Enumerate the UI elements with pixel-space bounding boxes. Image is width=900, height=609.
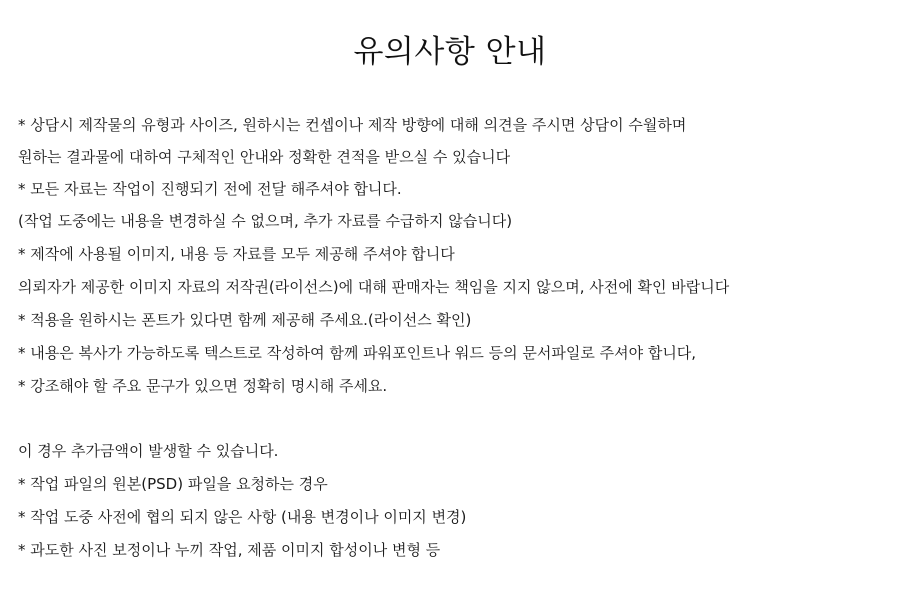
notice-line: * 상담시 제작물의 유형과 사이즈, 원하시는 컨셉이나 제작 방향에 대해 의견을 주시면 상담이 수월하며 [18,116,687,134]
notice-line: * 강조해야 할 주요 문구가 있으면 정확히 명시해 주세요. [18,377,388,395]
notice-line: * 적용을 원하시는 폰트가 있다면 함께 제공해 주세요.(라이선스 확인) [18,311,472,329]
notice-line: 의뢰자가 제공한 이미지 자료의 저작권(라이선스)에 대해 판매자는 책임을 지지 않으며, 사전에 확인 바랍니다 [18,278,730,296]
page-title: 유의사항 안내 [353,34,547,70]
extra-fee-heading: 이 경우 추가금액이 발생할 수 있습니다. [18,442,279,460]
notice-line: (작업 도중에는 내용을 변경하실 수 없으며, 추가 자료를 수급하지 않습니다) [18,212,513,230]
notice-line: * 모든 자료는 작업이 진행되기 전에 전달 해주셔야 합니다. [18,180,402,198]
notice-line: * 작업 도중 사전에 협의 되지 않은 사항 (내용 변경이나 이미지 변경) [18,508,467,526]
notice-line: * 제작에 사용될 이미지, 내용 등 자료를 모두 제공해 주셔야 합니다 [18,245,455,263]
notice-line: * 작업 파일의 원본(PSD) 파일을 요청하는 경우 [18,475,328,493]
notice-line: * 과도한 사진 보정이나 누끼 작업, 제품 이미지 합성이나 변형 등 [18,541,441,559]
notice-line: * 내용은 복사가 가능하도록 텍스트로 작성하여 함께 파워포인트나 워드 등의 문서파일로 주셔야 합니다, [18,344,697,362]
notice-line: 원하는 결과물에 대하여 구체적인 안내와 정확한 견적을 받으실 수 있습니다 [18,148,511,166]
